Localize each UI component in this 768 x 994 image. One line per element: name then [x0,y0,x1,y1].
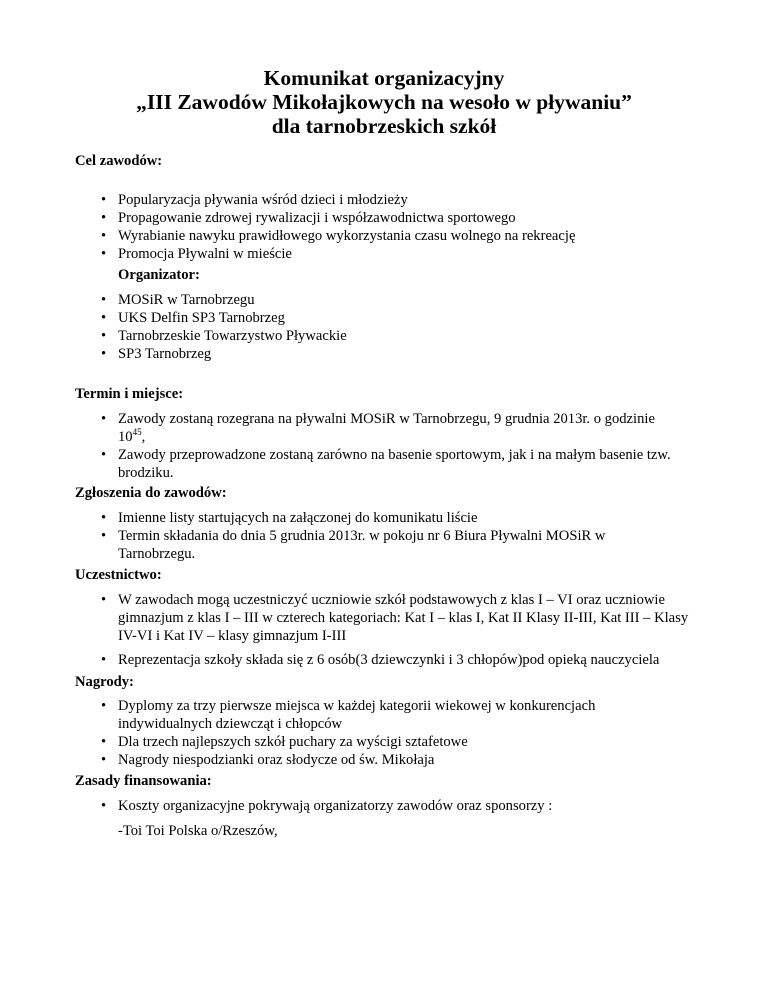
bullet-icon: • [101,510,107,526]
list-item-text: Dyplomy za trzy pierwsze miejsca w każdej kategorii wiekowej w konkurencjach indywidualnych dziewcząt i chłopców [118,698,596,732]
list-uczestnictwo [0,591,718,669]
heading-uczestnictwo: Uczestnictwo: [75,567,162,583]
list-item [0,410,678,446]
list-item-text: Reprezentacja szkoły składa się z 6 osób(3 dziewczynki i 3 chłopów)pod opieką nauczyciela [118,652,660,668]
sponsor-line: -Toi Toi Polska o/Rzeszów, [118,823,278,839]
bullet-icon: • [101,698,107,714]
list-item-text: Zawody przeprowadzone zostaną zarówno na basenie sportowym, jak i na małym basenie tzw. brodziku. [118,447,671,481]
heading-cel: Cel zawodów: [75,153,163,169]
list-item [0,591,708,645]
bullet-icon: • [101,447,107,463]
list-item [0,446,678,482]
list-item [0,651,718,669]
bullet-icon: • [101,528,107,544]
bullet-icon: • [101,246,107,262]
bullet-icon: • [101,652,107,668]
list-item [0,797,678,815]
list-cel [0,191,678,263]
bullet-icon: • [101,411,107,427]
list-item [0,309,678,327]
bullet-icon: • [101,210,107,226]
list-item-text: MOSiR w Tarnobrzegu [118,292,255,308]
bullet-icon: • [101,292,107,308]
list-item-text: Promocja Pływalni w mieście [118,246,292,262]
list-item-text: Dla trzech najlepszych szkół puchary za wyścigi sztafetowe [118,734,468,750]
title-line-3: dla tarnobrzeskich szkół [271,114,497,138]
list-item-tail: , [141,429,146,445]
list-item [0,191,678,209]
list-zgloszenia [0,509,678,563]
list-item-text: Propagowanie zdrowej rywalizacji i współzawodnictwa sportowego [118,210,516,226]
title-line-1: Komunikat organizacyjny [263,66,505,90]
list-item-text: W zawodach mogą uczestniczyć uczniowie szkół podstawowych z klas I – VI oraz uczniowie gimnazjum z klas I – III w czterech kategoriach: Kat I – klas I, Kat II Klasy II-III, Kat III – Klasy IV-VI i Kat IV – klasy gimnazjum I-III [118,592,689,644]
bullet-icon: • [101,734,107,750]
list-item [0,751,678,769]
title-line-2: „III Zawodów Mikołajkowych na wesoło w pływaniu” [136,90,632,114]
heading-nagrody: Nagrody: [75,674,134,690]
bullet-icon: • [101,192,107,208]
bullet-icon: • [101,592,107,608]
list-item-text: Zawody zostaną rozegrana na pływalni MOSiR w Tarnobrzegu, 9 grudnia 2013r. o godzinie 10 [118,411,655,445]
list-item-text: Tarnobrzeskie Towarzystwo Pływackie [118,328,347,344]
list-organizator [0,291,678,363]
bullet-icon: • [101,752,107,768]
list-item-text: UKS Delfin SP3 Tarnobrzeg [118,310,285,326]
list-item-text: Imienne listy startujących na załączonej do komunikatu liście [118,510,478,526]
bullet-icon: • [101,228,107,244]
bullet-icon: • [101,328,107,344]
list-item [0,509,678,527]
heading-organizator: Organizator: [118,267,200,283]
list-item-text: SP3 Tarnobrzeg [118,346,212,362]
bullet-icon: • [101,346,107,362]
list-nagrody [0,697,678,769]
list-item [0,327,678,345]
list-item-text: Koszty organizacyjne pokrywają organizatorzy zawodów oraz sponsorzy : [118,798,553,814]
document-title [0,66,768,138]
heading-termin: Termin i miejsce: [75,386,184,402]
heading-zgloszenia: Zgłoszenia do zawodów: [75,485,227,501]
list-termin [0,410,678,482]
list-item-text: Popularyzacja pływania wśród dzieci i młodzieży [118,192,408,208]
list-item [0,527,638,563]
list-item [0,227,678,245]
list-item [0,209,678,227]
bullet-icon: • [101,310,107,326]
list-item [0,291,678,309]
list-item-text: Nagrody niespodzianki oraz słodycze od św. Mikołaja [118,752,435,768]
list-item [0,733,678,751]
time-superscript: 45 [132,427,142,438]
list-finansowanie [0,797,678,815]
list-item [0,345,678,363]
bullet-icon: • [101,798,107,814]
list-item [0,245,678,263]
list-item-text: Termin składania do dnia 5 grudnia 2013r. w pokoju nr 6 Biura Pływalni MOSiR w Tarnobrzegu. [118,528,606,562]
heading-finansowanie: Zasady finansowania: [75,773,212,789]
list-item [0,697,648,733]
list-item-text: Wyrabianie nawyku prawidłowego wykorzystania czasu wolnego na rekreację [118,228,576,244]
